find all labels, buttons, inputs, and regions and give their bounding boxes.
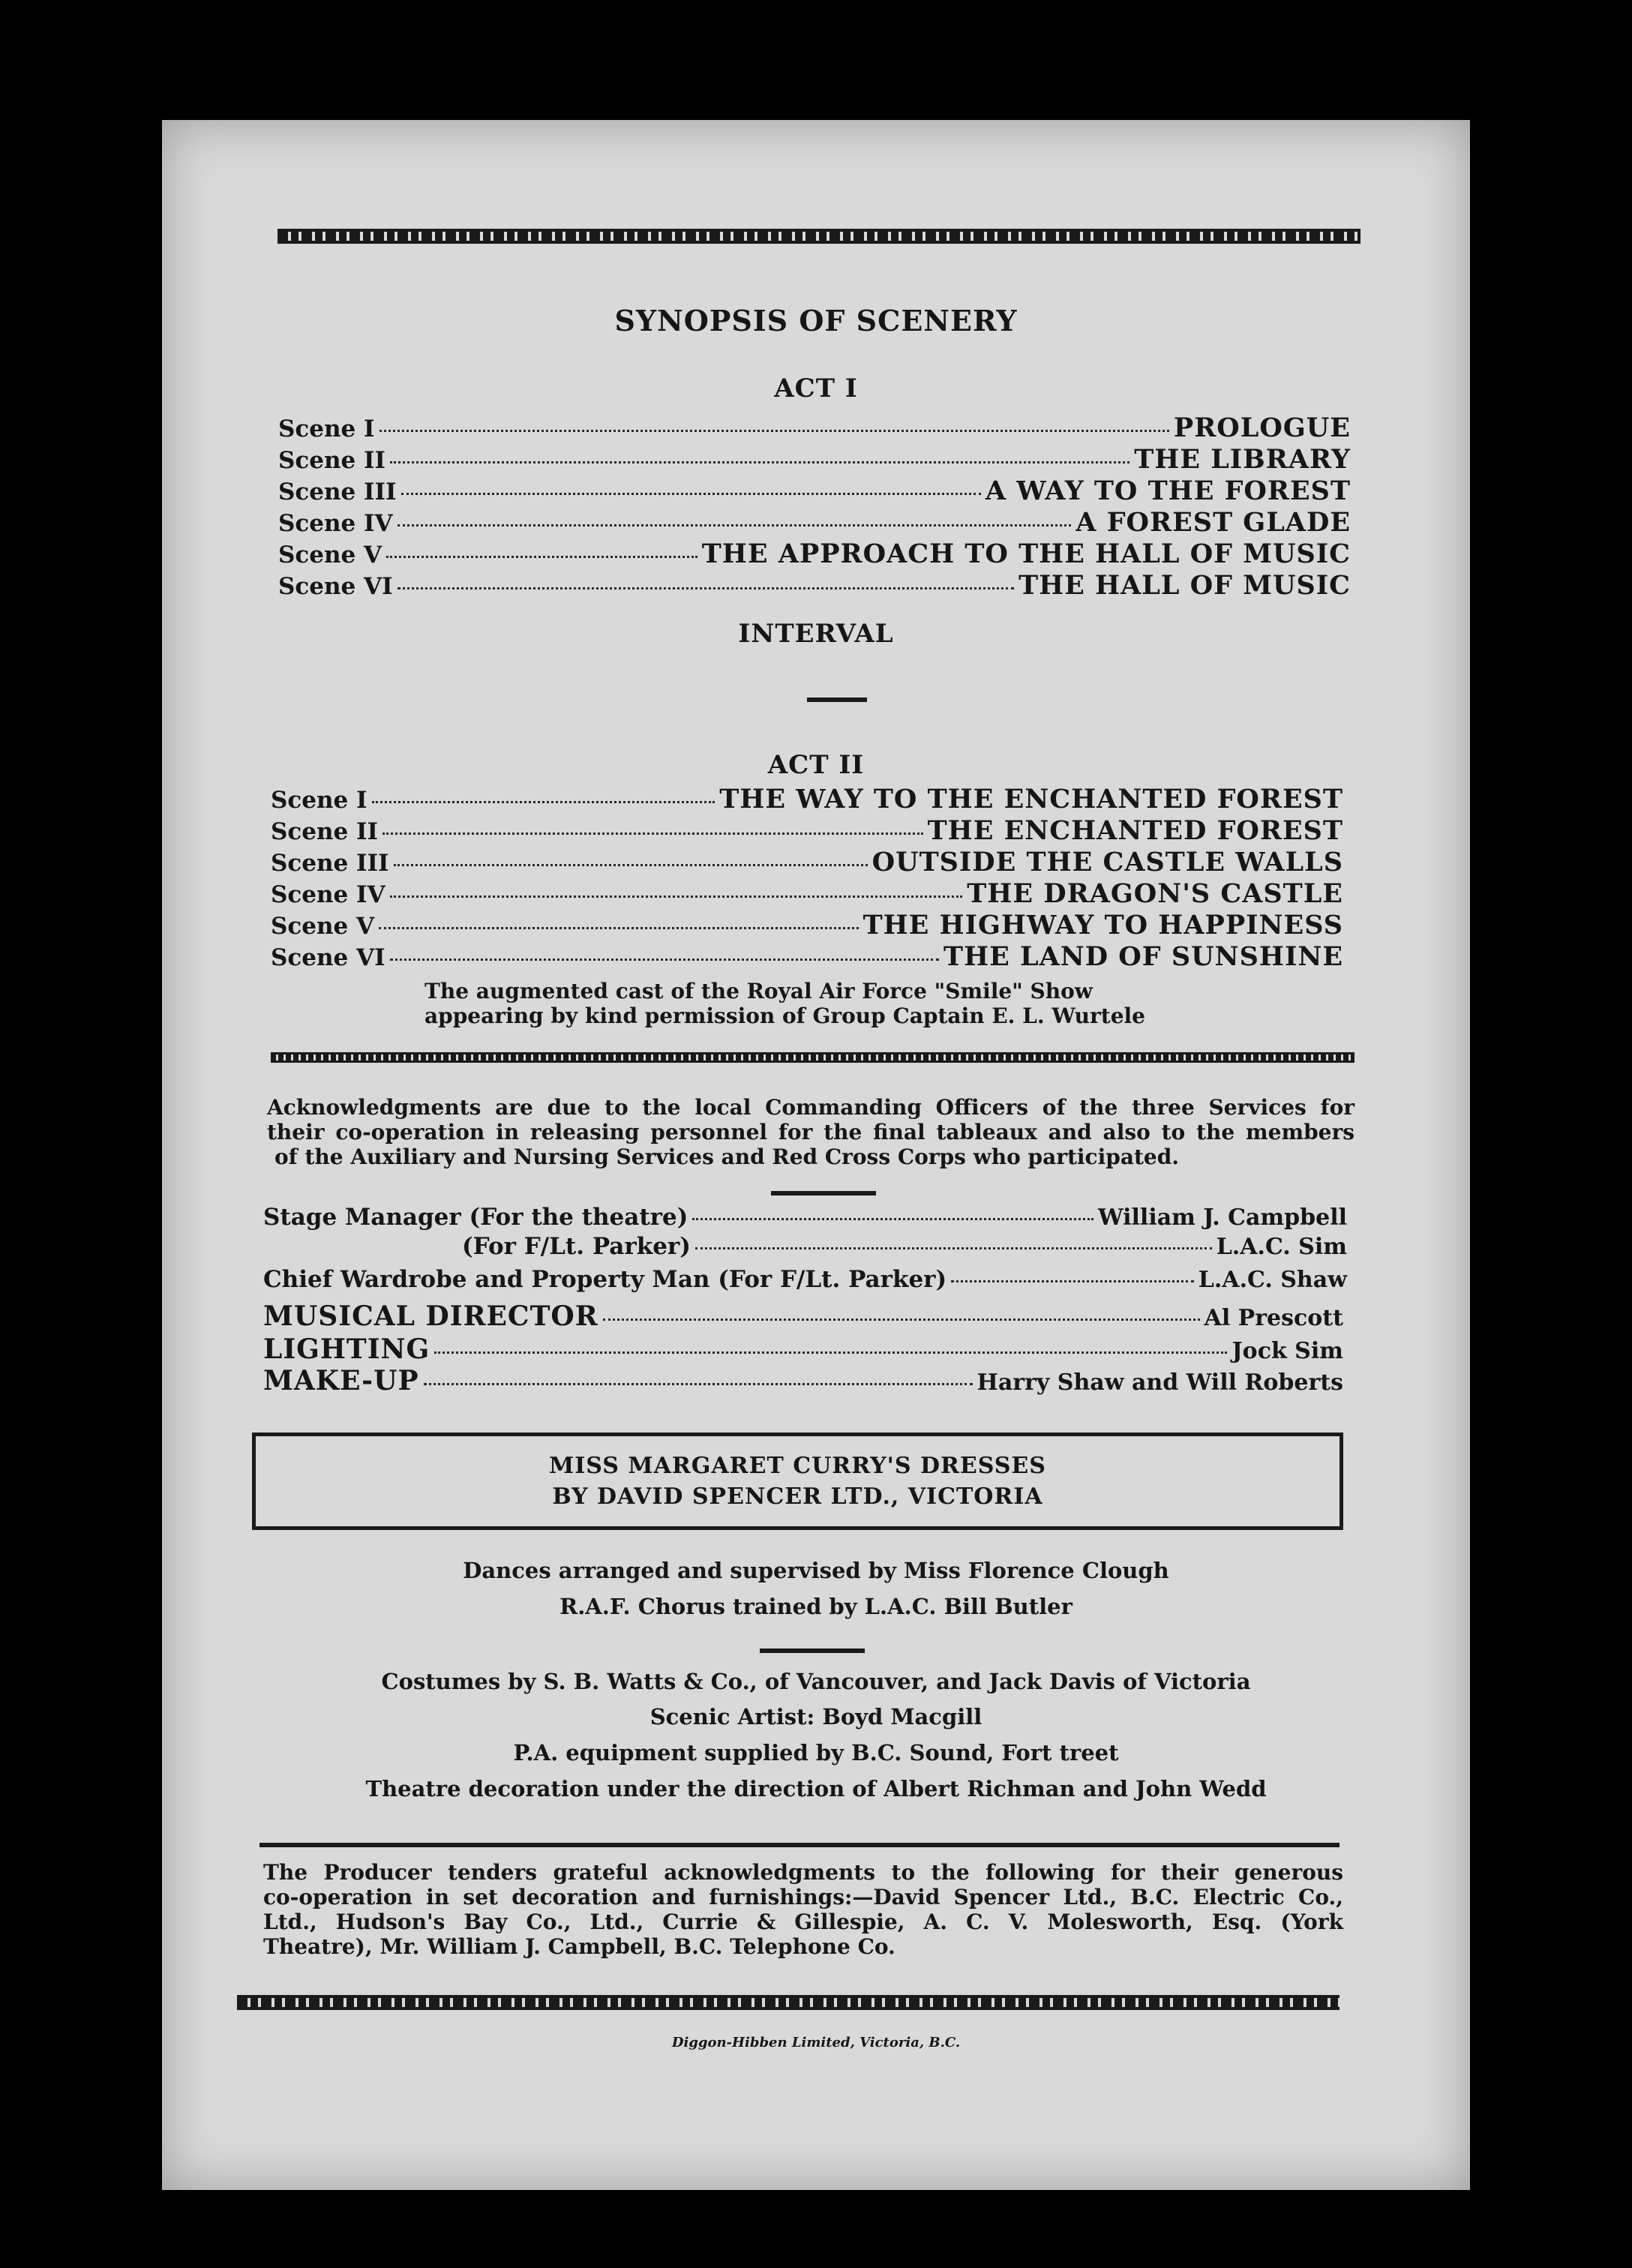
act1-scene-1 xyxy=(278,412,1351,443)
short-rule-3 xyxy=(760,1648,865,1653)
act2-heading: ACT II xyxy=(767,750,865,780)
scene-label: Scene V xyxy=(278,542,382,568)
scene-name: THE HALL OF MUSIC xyxy=(1018,570,1351,601)
dresses-line-2: BY DAVID SPENCER LTD., VICTORIA xyxy=(552,1484,1043,1510)
scene-label: Scene I xyxy=(278,416,375,442)
interval-heading: INTERVAL xyxy=(738,619,894,649)
act2-scene-2 xyxy=(271,815,1343,846)
raf-note xyxy=(424,979,1174,1028)
act2-scene-1 xyxy=(271,784,1343,814)
ack-line-3: of the Auxiliary and Nursing Services and Red Cross Corps who participated. xyxy=(274,1144,1180,1169)
scene-name: A WAY TO THE FOREST xyxy=(985,476,1351,506)
scene-name: OUTSIDE THE CASTLE WALLS xyxy=(872,847,1343,878)
top-chain-border xyxy=(278,229,1360,244)
credit-label: LIGHTING xyxy=(263,1334,430,1365)
credit-makeup xyxy=(263,1365,1343,1396)
credit-value: Al Prescott xyxy=(1204,1305,1343,1331)
chorus-credit: R.A.F. Chorus trained by L.A.C. Bill Butler xyxy=(560,1594,1072,1619)
page-title: SYNOPSIS OF SCENERY xyxy=(614,304,1018,338)
credit-label: MAKE-UP xyxy=(263,1365,419,1396)
credit-value: William J. Campbell xyxy=(1097,1204,1347,1231)
scene-label: Scene II xyxy=(271,818,379,845)
ack-line-2: their co-operation in releasing personnel for the final tableaux and also to the members xyxy=(267,1120,1354,1144)
dances-credit: Dances arranged and supervised by Miss Florence Clough xyxy=(463,1558,1169,1583)
scene-label: Scene IV xyxy=(278,510,393,537)
scene-name: THE ENCHANTED FOREST xyxy=(927,815,1343,846)
raf-note-line-1: The augmented cast of the Royal Air Force "Smile" Show xyxy=(424,979,1093,1004)
act2-scene-4 xyxy=(271,878,1343,909)
scene-label: Scene II xyxy=(278,447,386,474)
producer-paragraph xyxy=(263,1860,1343,1959)
decoration-credit: Theatre decoration under the direction of Albert Richman and John Wedd xyxy=(365,1776,1267,1802)
act2-scene-5 xyxy=(271,910,1343,940)
credit-value: L.A.C. Shaw xyxy=(1198,1267,1347,1293)
short-rule xyxy=(807,698,867,702)
acknowledgments-paragraph xyxy=(267,1095,1354,1169)
act1-scene-3 xyxy=(278,476,1351,506)
scene-label: Scene III xyxy=(278,478,397,506)
scene-label: Scene VI xyxy=(271,944,386,971)
credit-label: (For F/Lt. Parker) xyxy=(462,1233,691,1260)
costumes-credit: Costumes by S. B. Watts & Co., of Vancouver, and Jack Davis of Victoria xyxy=(381,1669,1251,1694)
act1-scene-4 xyxy=(278,507,1351,538)
scene-label: Scene VI xyxy=(278,573,393,600)
credit-wardrobe xyxy=(263,1266,1347,1293)
scene-name: THE DRAGON'S CASTLE xyxy=(967,878,1343,909)
act1-heading: ACT I xyxy=(774,374,858,404)
dotted-chain-border xyxy=(271,1052,1354,1063)
scene-label: Scene V xyxy=(271,913,375,940)
credit-label: MUSICAL DIRECTOR xyxy=(263,1300,598,1332)
act1-scene-2 xyxy=(278,444,1351,475)
producer-line-3: Ltd., Hudson's Bay Co., Ltd., Currie & Gillespie, A. C. V. Molesworth, Esq. (York xyxy=(263,1910,1343,1934)
act1-scene-6 xyxy=(278,570,1351,601)
scene-label: Scene I xyxy=(271,787,368,814)
credit-musical-director xyxy=(263,1300,1343,1332)
credit-value: L.A.C. Sim xyxy=(1216,1234,1347,1260)
bottom-chain-border xyxy=(237,1995,1340,2010)
ack-line-1: Acknowledgments are due to the local Commanding Officers of the three Services for xyxy=(267,1095,1354,1120)
scenic-credit: Scenic Artist: Boyd Macgill xyxy=(650,1704,982,1730)
credit-lighting xyxy=(263,1334,1343,1365)
credit-label: Stage Manager (For the theatre) xyxy=(263,1204,688,1231)
program-page xyxy=(162,120,1470,2190)
credit-label: Chief Wardrobe and Property Man (For F/Lt. Parker) xyxy=(263,1266,947,1293)
credit-value: Jock Sim xyxy=(1232,1338,1343,1364)
act1-scene-5 xyxy=(278,538,1351,569)
producer-line-2: co-operation in set decoration and furnishings:—David Spencer Ltd., B.C. Electric Co., xyxy=(263,1885,1343,1910)
long-rule xyxy=(260,1843,1340,1847)
short-rule-2 xyxy=(771,1191,876,1196)
scene-label: Scene IV xyxy=(271,881,386,908)
credit-value: Harry Shaw and Will Roberts xyxy=(976,1370,1343,1396)
pa-credit: P.A. equipment supplied by B.C. Sound, Fort treet xyxy=(513,1740,1119,1766)
scene-name: THE APPROACH TO THE HALL OF MUSIC xyxy=(701,538,1351,569)
scene-name: A FOREST GLADE xyxy=(1076,507,1351,538)
printer-imprint: Diggon-Hibben Limited, Victoria, B.C. xyxy=(671,2035,961,2050)
scene-name: PROLOGUE xyxy=(1173,412,1351,443)
producer-line-1: The Producer tenders grateful acknowledgments to the following for their generous xyxy=(263,1860,1343,1885)
dresses-line-1: MISS MARGARET CURRY'S DRESSES xyxy=(549,1453,1046,1479)
scene-label: Scene III xyxy=(271,850,389,877)
scene-name: THE LAND OF SUNSHINE xyxy=(944,941,1343,972)
dresses-box xyxy=(252,1432,1343,1530)
raf-note-line-2: appearing by kind permission of Group Captain E. L. Wurtele xyxy=(424,1004,1145,1028)
producer-line-4: Theatre), Mr. William J. Campbell, B.C. Telephone Co. xyxy=(263,1934,896,1959)
scene-name: THE HIGHWAY TO HAPPINESS xyxy=(862,910,1343,940)
credit-stage-manager-2 xyxy=(462,1233,1347,1260)
scene-name: THE LIBRARY xyxy=(1134,444,1351,475)
scene-name: THE WAY TO THE ENCHANTED FOREST xyxy=(719,784,1343,814)
act2-scene-6 xyxy=(271,941,1343,972)
act2-scene-3 xyxy=(271,847,1343,878)
credit-stage-manager xyxy=(263,1204,1347,1231)
